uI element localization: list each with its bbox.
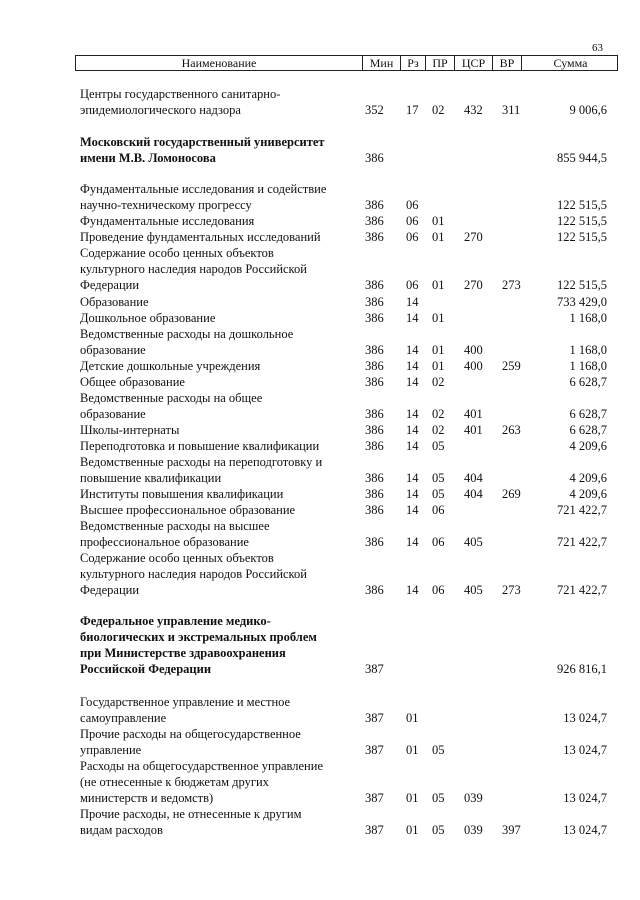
cell-pr: 01	[432, 230, 445, 244]
cell-pr: 02	[432, 423, 445, 437]
row-name-line: биологических и экстремальных проблем	[80, 630, 317, 644]
cell-pr: 05	[432, 487, 445, 501]
cell-csr: 400	[464, 343, 483, 357]
cell-sum: 4 209,6	[569, 487, 607, 501]
cell-sum: 6 628,7	[569, 407, 607, 421]
cell-pr: 02	[432, 407, 445, 421]
row-name-line: Московский государственный университет	[80, 135, 325, 149]
col-name-header: Наименование	[181, 55, 257, 70]
row-name-line: Ведомственные расходы на переподготовку и	[80, 455, 323, 469]
cell-sum: 122 515,5	[557, 198, 607, 212]
row-name-line: при Министерстве здравоохранения	[80, 646, 286, 660]
cell-min: 386	[365, 311, 384, 325]
cell-rz: 14	[406, 583, 419, 597]
cell-sum: 4 209,6	[569, 471, 607, 485]
cell-rz: 01	[406, 791, 419, 805]
cell-rz: 01	[406, 823, 419, 837]
cell-pr: 05	[432, 823, 445, 837]
cell-rz: 06	[406, 214, 419, 228]
cell-csr: 405	[464, 535, 483, 549]
cell-pr: 06	[432, 503, 445, 517]
row-name-line: Федерации	[80, 278, 140, 292]
row-name-line: видам расходов	[80, 823, 163, 837]
cell-min: 387	[365, 743, 384, 757]
row-name-line: Институты повышения квалификации	[80, 487, 284, 501]
row-name-line: Дошкольное образование	[80, 311, 216, 325]
cell-sum: 122 515,5	[557, 214, 607, 228]
cell-min: 386	[365, 407, 384, 421]
row-name-line: Школы-интернаты	[80, 423, 180, 437]
cell-sum: 1 168,0	[569, 311, 607, 325]
cell-sum: 721 422,7	[557, 503, 607, 517]
cell-csr: 039	[464, 791, 483, 805]
cell-min: 386	[365, 295, 384, 309]
cell-min: 386	[365, 198, 384, 212]
cell-vr: 269	[502, 487, 521, 501]
row-name-line: Федеральное управление медико-	[80, 614, 271, 628]
cell-csr: 039	[464, 823, 483, 837]
cell-csr: 401	[464, 423, 483, 437]
cell-rz: 06	[406, 278, 419, 292]
col-min-header: Мин	[362, 56, 400, 70]
row-name-line: Прочие расходы, не отнесенные к другим	[80, 807, 302, 821]
cell-vr: 273	[502, 278, 521, 292]
cell-pr: 01	[432, 359, 445, 373]
cell-rz: 01	[406, 743, 419, 757]
row-name-line: самоуправление	[80, 711, 167, 725]
cell-rz: 06	[406, 230, 419, 244]
cell-rz: 14	[406, 375, 419, 389]
cell-min: 386	[365, 471, 384, 485]
cell-min: 386	[365, 583, 384, 597]
cell-sum: 9 006,6	[569, 103, 607, 117]
row-name-line: управление	[80, 743, 142, 757]
cell-rz: 14	[406, 407, 419, 421]
cell-rz: 14	[406, 343, 419, 357]
cell-sum: 721 422,7	[557, 583, 607, 597]
cell-sum: 122 515,5	[557, 230, 607, 244]
cell-pr: 02	[432, 103, 445, 117]
cell-min: 386	[365, 487, 384, 501]
cell-min: 387	[365, 823, 384, 837]
cell-pr: 05	[432, 439, 445, 453]
row-name-line: Государственное управление и местное	[80, 695, 291, 709]
cell-min: 387	[365, 662, 384, 676]
cell-rz: 14	[406, 439, 419, 453]
row-name-line: Высшее профессиональное образование	[80, 503, 296, 517]
cell-pr: 01	[432, 214, 445, 228]
cell-min: 386	[365, 503, 384, 517]
cell-sum: 6 628,7	[569, 423, 607, 437]
row-name-line: Образование	[80, 295, 149, 309]
row-name-line: Содержание особо ценных объектов	[80, 551, 274, 565]
cell-rz: 14	[406, 295, 419, 309]
cell-min: 386	[365, 375, 384, 389]
cell-rz: 14	[406, 471, 419, 485]
cell-csr: 270	[464, 230, 483, 244]
row-name-line: образование	[80, 343, 146, 357]
cell-rz: 14	[406, 535, 419, 549]
cell-rz: 17	[406, 103, 419, 117]
cell-vr: 273	[502, 583, 521, 597]
row-name-line: Детские дошкольные учреждения	[80, 359, 261, 373]
cell-rz: 06	[406, 198, 419, 212]
cell-rz: 14	[406, 311, 419, 325]
cell-min: 386	[365, 278, 384, 292]
row-name-line: Центры государственного санитарно-	[80, 87, 281, 101]
page-number: 63	[592, 42, 603, 54]
row-name-line: Ведомственные расходы на высшее	[80, 519, 270, 533]
row-name-line: Фундаментальные исследования и содействие	[80, 182, 327, 196]
cell-min: 387	[365, 711, 384, 725]
row-name-line: Проведение фундаментальных исследований	[80, 230, 321, 244]
cell-min: 386	[365, 151, 384, 165]
cell-pr: 06	[432, 535, 445, 549]
cell-min: 386	[365, 535, 384, 549]
row-name-line: культурного наследия народов Российской	[80, 567, 307, 581]
row-name-line: Ведомственные расходы на общее	[80, 391, 263, 405]
col-pr-header: ПР	[425, 56, 454, 70]
cell-rz: 14	[406, 487, 419, 501]
row-name-line: Прочие расходы на общегосударственное	[80, 727, 301, 741]
cell-rz: 14	[406, 503, 419, 517]
cell-min: 386	[365, 439, 384, 453]
cell-sum: 4 209,6	[569, 439, 607, 453]
cell-csr: 401	[464, 407, 483, 421]
cell-sum: 13 024,7	[563, 791, 607, 805]
cell-pr: 01	[432, 311, 445, 325]
cell-rz: 14	[406, 423, 419, 437]
row-name-line: министерств и ведомств)	[80, 791, 214, 805]
row-name-line: Ведомственные расходы на дошкольное	[80, 327, 294, 341]
cell-csr: 432	[464, 103, 483, 117]
row-name-line: (не отнесенные к бюджетам других	[80, 775, 269, 789]
cell-min: 386	[365, 359, 384, 373]
cell-sum: 6 628,7	[569, 375, 607, 389]
cell-min: 386	[365, 230, 384, 244]
cell-min: 352	[365, 103, 384, 117]
cell-min: 387	[365, 791, 384, 805]
row-name-line: повышение квалификации	[80, 471, 222, 485]
cell-min: 386	[365, 423, 384, 437]
row-name-line: Переподготовка и повышение квалификации	[80, 439, 320, 453]
cell-pr: 01	[432, 343, 445, 357]
row-name-line: Федерации	[80, 583, 140, 597]
col-sum-header: Сумма	[521, 56, 619, 70]
cell-sum: 1 168,0	[569, 359, 607, 373]
cell-csr: 404	[464, 487, 483, 501]
cell-sum: 721 422,7	[557, 535, 607, 549]
cell-pr: 06	[432, 583, 445, 597]
row-name-line: научно-техническому прогрессу	[80, 198, 252, 212]
cell-sum: 13 024,7	[563, 743, 607, 757]
table-header	[75, 55, 618, 71]
cell-min: 386	[365, 343, 384, 357]
row-name-line: Российской Федерации	[80, 662, 212, 676]
cell-csr: 405	[464, 583, 483, 597]
cell-csr: 270	[464, 278, 483, 292]
cell-pr: 05	[432, 471, 445, 485]
cell-sum: 733 429,0	[557, 295, 607, 309]
cell-pr: 05	[432, 791, 445, 805]
row-name-line: Расходы на общегосударственное управление	[80, 759, 323, 773]
cell-sum: 1 168,0	[569, 343, 607, 357]
row-name-line: профессиональное образование	[80, 535, 249, 549]
row-name-line: Содержание особо ценных объектов	[80, 246, 274, 260]
row-name-line: имени М.В. Ломоносова	[80, 151, 216, 165]
row-name-line: эпидемиологического надзора	[80, 103, 241, 117]
cell-rz: 14	[406, 359, 419, 373]
cell-csr: 404	[464, 471, 483, 485]
cell-vr: 397	[502, 823, 521, 837]
cell-sum: 122 515,5	[557, 278, 607, 292]
row-name-line: Фундаментальные исследования	[80, 214, 255, 228]
row-name-line: Общее образование	[80, 375, 185, 389]
cell-min: 386	[365, 214, 384, 228]
row-name-line: культурного наследия народов Российской	[80, 262, 307, 276]
cell-sum: 855 944,5	[557, 151, 607, 165]
cell-sum: 13 024,7	[563, 823, 607, 837]
cell-csr: 400	[464, 359, 483, 373]
cell-rz: 01	[406, 711, 419, 725]
cell-vr: 263	[502, 423, 521, 437]
cell-pr: 01	[432, 278, 445, 292]
cell-vr: 311	[502, 103, 521, 117]
row-name-line: образование	[80, 407, 146, 421]
cell-sum: 13 024,7	[563, 711, 607, 725]
cell-vr: 259	[502, 359, 521, 373]
col-vr-header: ВР	[492, 56, 521, 70]
col-rz-header: Рз	[400, 56, 425, 70]
col-csr-header: ЦСР	[454, 56, 492, 70]
cell-pr: 02	[432, 375, 445, 389]
cell-pr: 05	[432, 743, 445, 757]
cell-sum: 926 816,1	[557, 662, 607, 676]
